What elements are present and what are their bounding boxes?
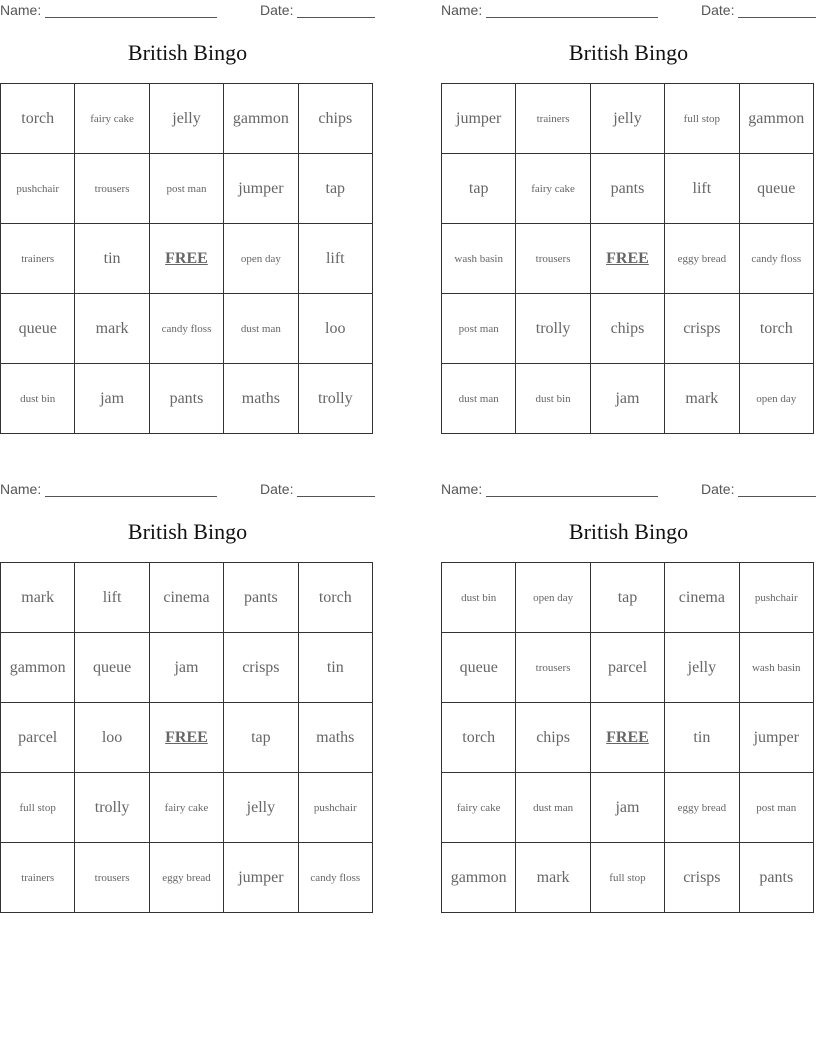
bingo-cell: parcel [1, 703, 75, 773]
bingo-cell: crisps [665, 843, 739, 913]
bingo-cell: trolly [298, 364, 372, 434]
bingo-cell: torch [442, 703, 516, 773]
free-space-cell: FREE [149, 703, 223, 773]
bingo-cell: fairy cake [149, 773, 223, 843]
bingo-cell: mark [75, 294, 149, 364]
bingo-grid [0, 83, 373, 434]
bingo-cell: tap [298, 154, 372, 224]
bingo-cell: gammon [224, 84, 298, 154]
bingo-cell: dust bin [516, 364, 590, 434]
name-label: Name: [441, 481, 483, 497]
bingo-cell: mark [516, 843, 590, 913]
bingo-cell: trousers [75, 154, 149, 224]
bingo-cell: queue [442, 633, 516, 703]
bingo-cell: jam [149, 633, 223, 703]
name-label: Name: [441, 2, 483, 18]
date-label: Date: [701, 2, 735, 18]
bingo-cell: tap [442, 154, 516, 224]
date-blank [297, 496, 375, 497]
bingo-cell: jumper [224, 154, 298, 224]
bingo-cell: crisps [665, 294, 739, 364]
bingo-cell: post man [149, 154, 223, 224]
bingo-cell: queue [1, 294, 75, 364]
bingo-cell: full stop [665, 84, 739, 154]
bingo-cell: maths [298, 703, 372, 773]
bingo-cell: jelly [665, 633, 739, 703]
bingo-cell: dust man [224, 294, 298, 364]
bingo-cell: maths [224, 364, 298, 434]
bingo-cell: jumper [739, 703, 813, 773]
name-blank [45, 496, 217, 497]
bingo-cell: eggy bread [665, 224, 739, 294]
bingo-cell: jelly [149, 84, 223, 154]
bingo-cell: tap [590, 563, 664, 633]
grid-row [442, 703, 814, 773]
card-header [0, 2, 375, 20]
bingo-cell: eggy bread [665, 773, 739, 843]
bingo-cell: chips [298, 84, 372, 154]
bingo-cell: open day [224, 224, 298, 294]
bingo-grid [0, 562, 373, 913]
bingo-cell: trolly [516, 294, 590, 364]
bingo-cell: trainers [516, 84, 590, 154]
bingo-cell: jelly [224, 773, 298, 843]
bingo-cell: dust bin [442, 563, 516, 633]
grid-row [1, 364, 373, 434]
bingo-cell: lift [75, 563, 149, 633]
bingo-cell: mark [1, 563, 75, 633]
bingo-cell: trousers [516, 633, 590, 703]
free-space-cell: FREE [590, 703, 664, 773]
grid-row [1, 843, 373, 913]
bingo-cell: tin [75, 224, 149, 294]
bingo-cell: tap [224, 703, 298, 773]
bingo-cell: trolly [75, 773, 149, 843]
bingo-cell: gammon [442, 843, 516, 913]
grid-row [1, 633, 373, 703]
bingo-cell: pants [739, 843, 813, 913]
bingo-cell: full stop [1, 773, 75, 843]
card-title: British Bingo [127, 40, 248, 65]
bingo-cell: torch [739, 294, 813, 364]
grid-row [442, 773, 814, 843]
bingo-cell: pants [224, 563, 298, 633]
bingo-cell: parcel [590, 633, 664, 703]
date-blank [297, 17, 375, 18]
bingo-cell: jumper [224, 843, 298, 913]
name-label: Name: [0, 2, 42, 18]
grid-row [442, 154, 814, 224]
bingo-cell: jam [590, 773, 664, 843]
bingo-cell: pushchair [739, 563, 813, 633]
bingo-cell: trainers [1, 843, 75, 913]
bingo-cell: candy floss [739, 224, 813, 294]
bingo-cell: wash basin [739, 633, 813, 703]
bingo-cell: open day [739, 364, 813, 434]
card-title: British Bingo [568, 519, 689, 544]
bingo-cell: queue [75, 633, 149, 703]
bingo-cell: tin [665, 703, 739, 773]
grid-row [1, 773, 373, 843]
bingo-card [441, 0, 816, 430]
bingo-cell: dust man [516, 773, 590, 843]
bingo-cell: pushchair [298, 773, 372, 843]
free-space-cell: FREE [149, 224, 223, 294]
bingo-cell: fairy cake [442, 773, 516, 843]
bingo-card [0, 479, 375, 909]
bingo-cell: jam [75, 364, 149, 434]
bingo-cell: open day [516, 563, 590, 633]
date-blank [738, 496, 816, 497]
bingo-cell: candy floss [298, 843, 372, 913]
name-blank [45, 17, 217, 18]
bingo-card [0, 0, 375, 430]
bingo-grid [441, 83, 814, 434]
bingo-cell: cinema [149, 563, 223, 633]
bingo-cell: dust man [442, 364, 516, 434]
bingo-cell: tin [298, 633, 372, 703]
grid-row [442, 224, 814, 294]
grid-row [1, 84, 373, 154]
date-blank [738, 17, 816, 18]
grid-row [442, 633, 814, 703]
bingo-cell: mark [665, 364, 739, 434]
card-header [441, 2, 816, 20]
bingo-cell: torch [298, 563, 372, 633]
bingo-cell: candy floss [149, 294, 223, 364]
bingo-cell: jumper [442, 84, 516, 154]
card-title: British Bingo [568, 40, 689, 65]
bingo-cell: jam [590, 364, 664, 434]
bingo-cell: lift [298, 224, 372, 294]
bingo-cell: gammon [739, 84, 813, 154]
grid-row [1, 294, 373, 364]
date-label: Date: [701, 481, 735, 497]
bingo-cell: fairy cake [516, 154, 590, 224]
bingo-cell: wash basin [442, 224, 516, 294]
bingo-cell: trousers [516, 224, 590, 294]
bingo-cell: pants [149, 364, 223, 434]
bingo-grid [441, 562, 814, 913]
bingo-cell: cinema [665, 563, 739, 633]
grid-row [442, 563, 814, 633]
name-blank [486, 496, 658, 497]
grid-row [442, 84, 814, 154]
bingo-cell: loo [298, 294, 372, 364]
bingo-cell: gammon [1, 633, 75, 703]
card-title: British Bingo [127, 519, 248, 544]
bingo-cell: jelly [590, 84, 664, 154]
grid-row [1, 154, 373, 224]
bingo-cell: dust bin [1, 364, 75, 434]
bingo-card [441, 479, 816, 909]
name-blank [486, 17, 658, 18]
card-header [441, 481, 816, 499]
grid-row [442, 294, 814, 364]
bingo-cell: crisps [224, 633, 298, 703]
bingo-cell: queue [739, 154, 813, 224]
bingo-cell: trainers [1, 224, 75, 294]
bingo-cell: post man [442, 294, 516, 364]
name-label: Name: [0, 481, 42, 497]
bingo-cell: torch [1, 84, 75, 154]
bingo-cell: eggy bread [149, 843, 223, 913]
grid-row [442, 843, 814, 913]
bingo-cell: trousers [75, 843, 149, 913]
grid-row [1, 563, 373, 633]
card-header [0, 481, 375, 499]
bingo-cell: pants [590, 154, 664, 224]
date-label: Date: [260, 2, 294, 18]
bingo-cell: post man [739, 773, 813, 843]
bingo-cell: pushchair [1, 154, 75, 224]
bingo-cell: chips [516, 703, 590, 773]
bingo-cell: chips [590, 294, 664, 364]
grid-row [1, 224, 373, 294]
bingo-cell: full stop [590, 843, 664, 913]
date-label: Date: [260, 481, 294, 497]
bingo-cell: loo [75, 703, 149, 773]
grid-row [442, 364, 814, 434]
bingo-cell: lift [665, 154, 739, 224]
bingo-cell: fairy cake [75, 84, 149, 154]
free-space-cell: FREE [590, 224, 664, 294]
grid-row [1, 703, 373, 773]
